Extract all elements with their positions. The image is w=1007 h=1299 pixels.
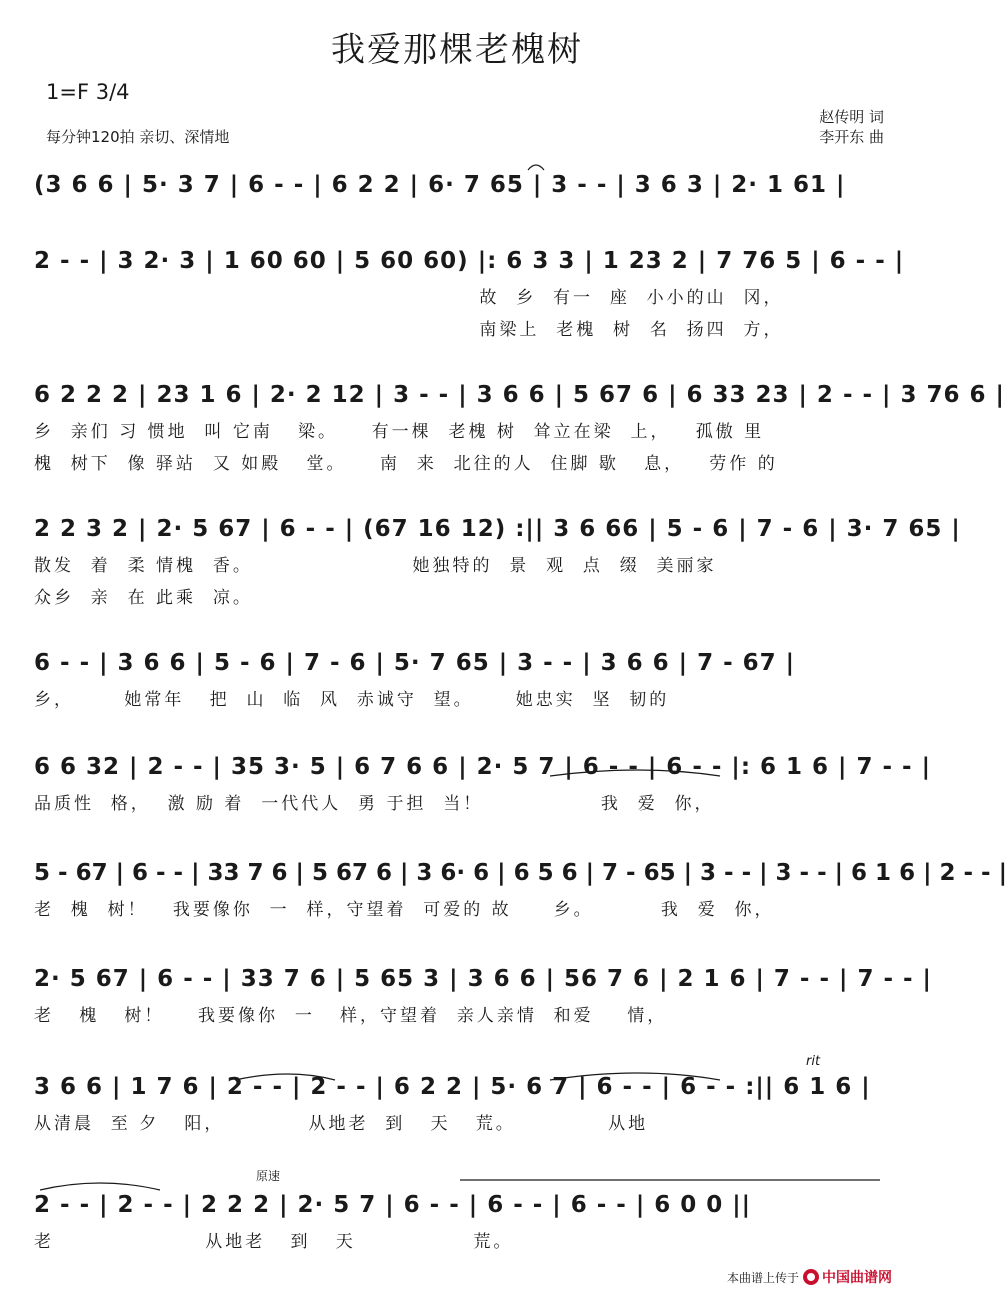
site-name: 中国曲谱网	[822, 1270, 892, 1286]
notation-line: 3 6 6 | 1 7 6 | 2 - - | 2 - - | 6 2 2 | 5· 6 7 | 6 - - | 6 - - :|| 6 1 6 |	[34, 1074, 871, 1100]
lyric-line-1: 故 乡 有一 座 小小的山 冈，	[34, 288, 784, 308]
score-system-8	[34, 958, 932, 1032]
notation-line: (3 6 6 | 5· 3 7 | 6 - - | 6 2 2 | 6· 7 65 | 3 - - | 3 6 3 | 2· 1 61 |	[34, 172, 846, 198]
lyric-line-1: 老 从地老 到 天 荒。	[34, 1232, 514, 1252]
site-logo[interactable]	[803, 1267, 892, 1287]
score-system-9	[34, 1066, 894, 1140]
lyric-line-2: 南梁上 老槐 树 名 扬四 方，	[34, 320, 784, 340]
lyric-line-1: 老 槐 树！ 我要像你 一 样，守望着 亲人亲情 和爱 情，	[34, 1006, 668, 1026]
footer	[727, 1267, 892, 1287]
composer-credit: 李开东 曲	[819, 128, 884, 146]
tempo-marking: 每分钟120拍 亲切、深情地	[46, 128, 230, 146]
lyric-line-2: 槐 树下 像 驿站 又 如殿 堂。 南 来 北往的人 住脚 歇 息， 劳作 的	[34, 454, 778, 474]
tempo-primo-marking: 原速	[256, 1169, 281, 1183]
score-system-6	[34, 746, 931, 820]
score-system-2	[34, 240, 905, 346]
lyric-line-1: 乡 亲们 习 惯地 叫 它南 梁。 有一棵 老槐 树 耸立在梁 上， 孤傲 里	[34, 422, 765, 442]
score-system-1	[34, 164, 894, 206]
score-system-3	[34, 374, 1005, 480]
page-title: 我爱那棵老槐树	[331, 30, 583, 70]
score-system-5	[34, 642, 894, 716]
lyricist-credit: 赵传明 词	[819, 108, 884, 126]
notation-line: 6 6 32 | 2 - - | 35 3· 5 | 6 7 6 6 | 2· 5 7 | 6 - - | 6 - - |: 6 1 6 | 7 - - |	[34, 754, 931, 780]
rit-marking: rit	[806, 1054, 821, 1069]
lyric-line-1: 老 槐 树！ 我要像你 一 样，守望着 可爱的 故 乡。 我 爱 你，	[34, 900, 775, 920]
score-system-4	[34, 508, 961, 614]
notation-line: 6 - - | 3 6 6 | 5 - 6 | 7 - 6 | 5· 7 65 | 3 - - | 3 6 6 | 7 - 67 |	[34, 650, 796, 676]
notation-line: 2 - - | 3 2· 3 | 1 60 60 | 5 60 60) |: 6 3 3 | 1 23 2 | 7 76 5 | 6 - - |	[34, 248, 905, 274]
notation-line: 2 - - | 2 - - | 2 2 2 | 2· 5 7 | 6 - - | 6 - - | 6 - - | 6 0 0 ||	[34, 1192, 752, 1218]
notation-line: 2 2 3 2 | 2· 5 67 | 6 - - | (67 16 12) :|| 3 6 66 | 5 - 6 | 7 - 6 | 3· 7 65 |	[34, 516, 961, 542]
notation-line: 2· 5 67 | 6 - - | 33 7 6 | 5 65 3 | 3 6 6 | 56 7 6 | 2 1 6 | 7 - - | 7 - - |	[34, 966, 932, 992]
lyric-line-1: 从清晨 至 夕 阳， 从地老 到 天 荒。 从地	[34, 1114, 649, 1134]
notation-line: 6 2 2 2 | 23 1 6 | 2· 2 12 | 3 - - | 3 6 6 | 5 67 6 | 6 33 23 | 2 - - | 3 76 6 |	[34, 382, 1005, 408]
lyric-line-1: 品质性 格， 激 励 着 一代代人 勇 于担 当！ 我 爱 你，	[34, 794, 715, 814]
key-signature: 1=F 3/4	[46, 80, 130, 104]
logo-icon	[803, 1269, 819, 1285]
score-system-7	[34, 852, 1007, 926]
lyric-line-1: 散发 着 柔 情槐 香。 她独特的 景 观 点 缀 美丽家	[34, 556, 717, 576]
lyric-line-1: 乡， 她常年 把 山 临 风 赤诚守 望。 她忠实 坚 韧的	[34, 690, 670, 710]
score-system-10	[34, 1184, 894, 1258]
upload-note: 本曲谱上传于	[726, 1270, 799, 1285]
lyric-line-2: 众乡 亲 在 此乘 凉。	[34, 588, 253, 608]
notation-line: 5 - 67 | 6 - - | 33 7 6 | 5 67 6 | 3 6· 6 | 6 5 6 | 7 - 65 | 3 - - | 3 - - | 6 1 6 | 2 - - |	[34, 860, 1007, 886]
